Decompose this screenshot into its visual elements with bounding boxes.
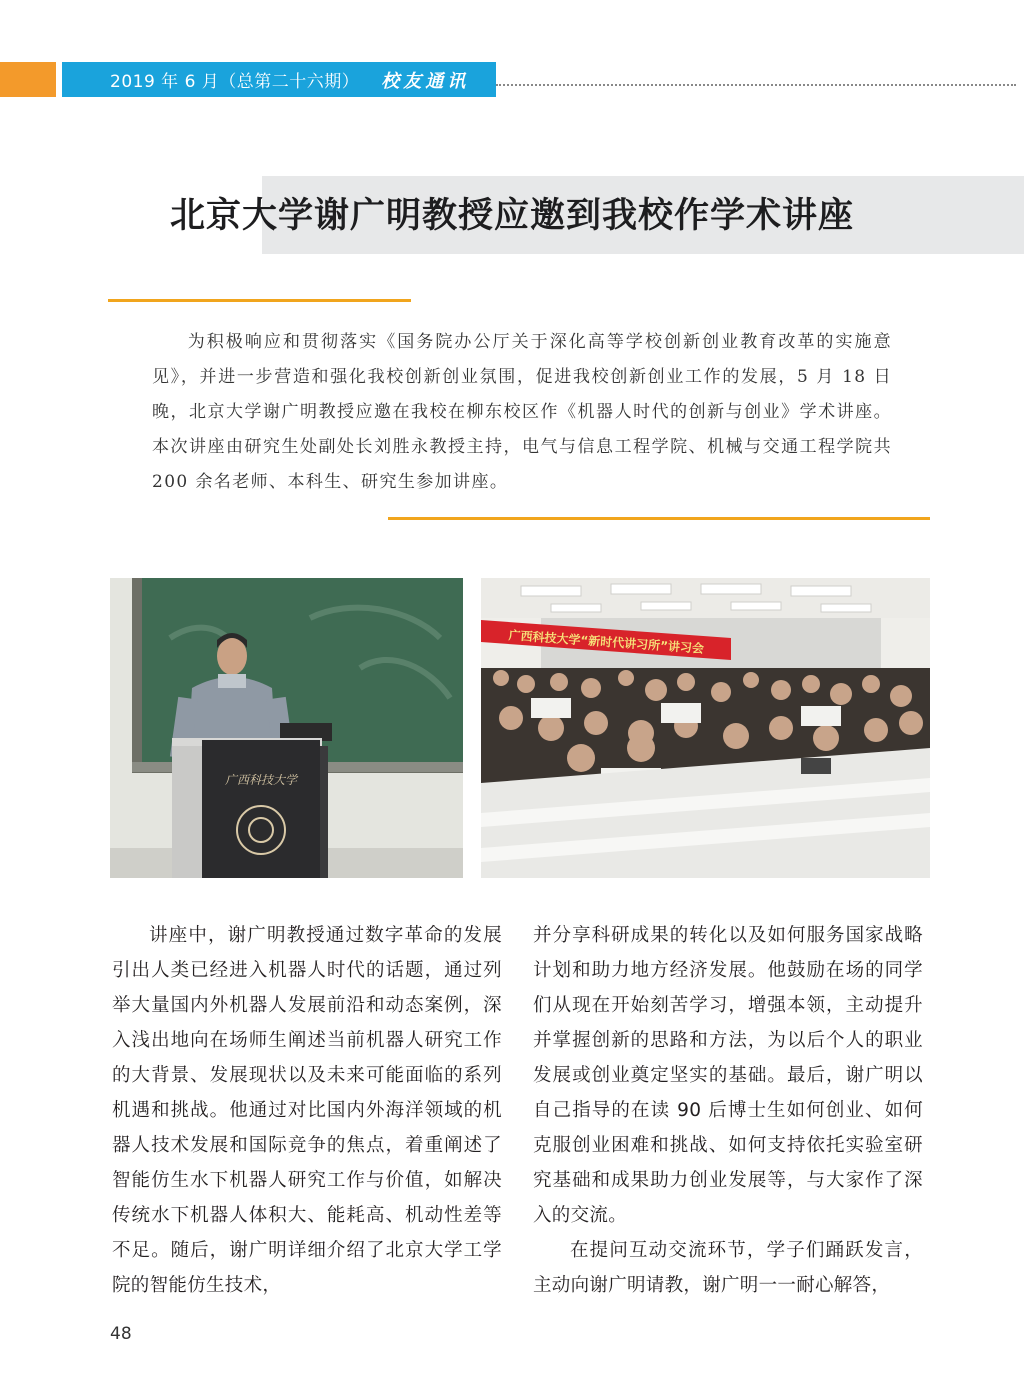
speaker-photo-illustration <box>110 578 463 878</box>
article-abstract <box>152 325 892 500</box>
lectern-inscription: 广西科技大学 <box>224 773 298 787</box>
photo-speaker-at-lectern <box>110 578 463 878</box>
header-accent-block <box>0 62 56 97</box>
issue-date: 2019 年 6 月（总第二十六期） <box>110 72 360 92</box>
abstract-text: 为积极响应和贯彻落实《国务院办公厅关于深化高等学校创新创业教育改革的实施意见》，并进一步营造和强化我校创新创业氛围，促进我校创新创业工作的发展，5 月 18 日晚，北京大学谢广明教授应邀在我校在柳东校区作《机器人时代的创新与创业》学术讲座。本次讲座由研究生处副处长刘胜永教授主持，电气与信息工程学院、机械与交通工程学院共 200 余名老师、本科生、研究生参加讲座。 <box>152 332 892 492</box>
body-paragraph-continued: 并分享科研成果的转化以及如何服务国家战略计划和助力地方经济发展。他鼓励在场的同学们从现在开始刻苦学习，增强本领，主动提升并掌握创新的思路和方法，为以后个人的职业发展或创业奠定坚实的基础。最后，谢广明以自己指导的在读 90 后博士生如何创业、如何克服创业困难和挑战、如何支持依托实验室研究基础和成果助力创业发展等，与大家作了深入的交流。 <box>533 925 923 1226</box>
body-paragraph: 讲座中，谢广明教授通过数字革命的发展引出人类已经进入机器人时代的话题，通过列举大量国内外机器人发展前沿和动态案例，深入浅出地向在场师生阐述当前机器人研究工作的大背景、发展现状以及未来可能面临的系列机遇和挑战。他通过对比国内外海洋领域的机器人技术发展和国际竞争的焦点，着重阐述了智能仿生水下机器人研究工作与价值，如解决传统水下机器人体积大、能耗高、机动性差等不足。随后，谢广明详细介绍了北京大学工学院的智能仿生技术， <box>112 925 502 1296</box>
body-paragraph: 在提问互动交流环节，学子们踊跃发言，主动向谢广明请教，谢广明一一耐心解答， <box>533 1240 923 1296</box>
header-dotted-rule <box>496 84 1016 86</box>
running-header <box>62 62 496 97</box>
banner-text: 广西科技大学“新时代讲习所”讲习会 <box>508 628 705 656</box>
title-underline <box>108 299 411 302</box>
publication-name: 校友通讯 <box>381 70 470 92</box>
audience-photo-illustration <box>481 578 930 878</box>
body-column-left <box>112 918 502 1303</box>
photo-audience <box>481 578 930 878</box>
body-column-right <box>533 918 923 1303</box>
page-number: 48 <box>110 1324 132 1344</box>
abstract-underline <box>388 517 930 520</box>
article-title: 北京大学谢广明教授应邀到我校作学术讲座 <box>169 196 854 236</box>
